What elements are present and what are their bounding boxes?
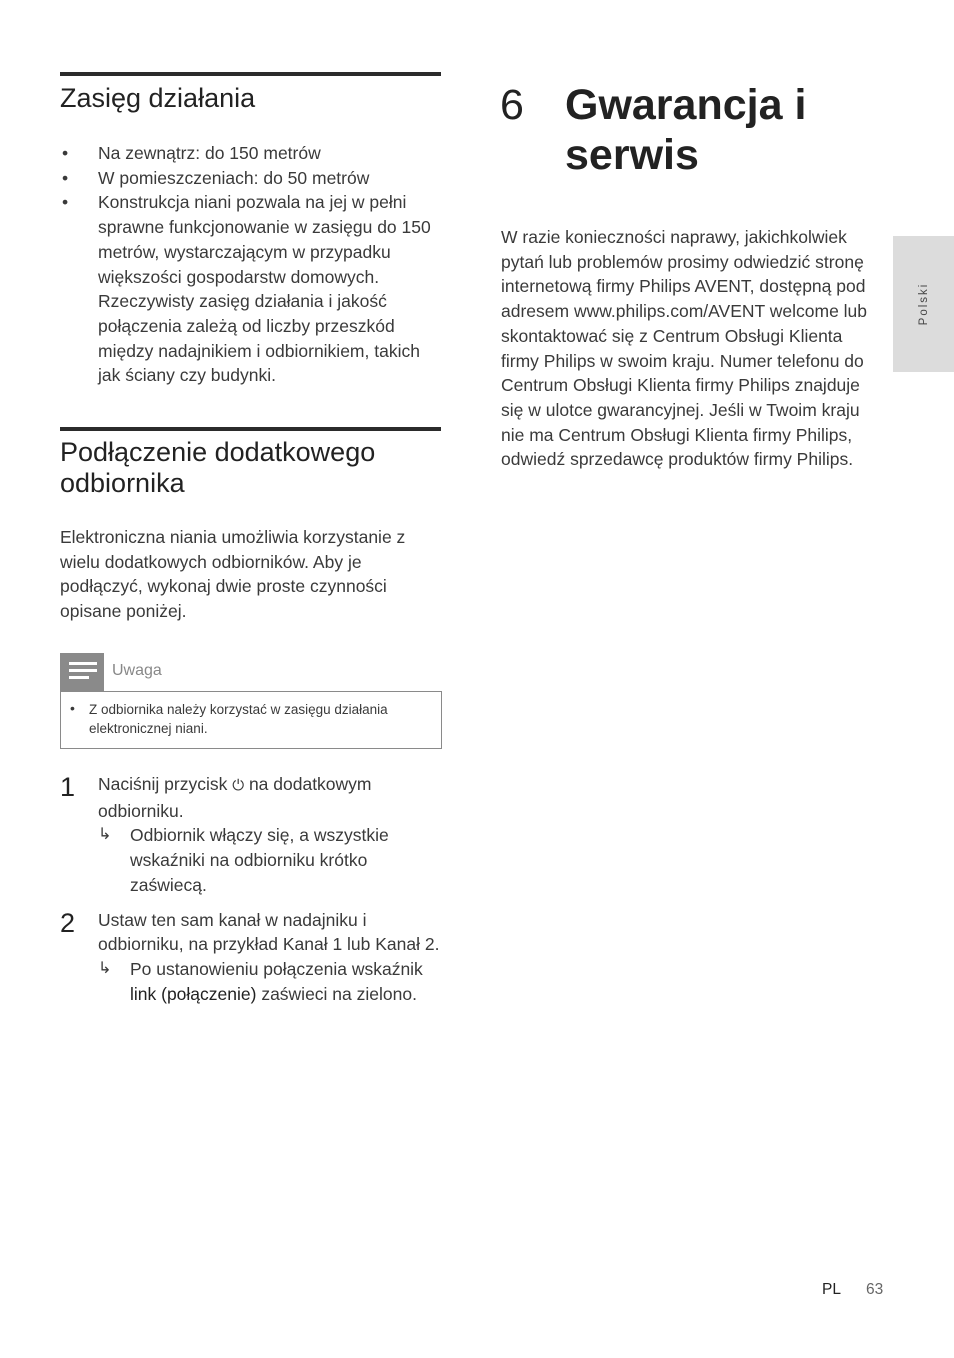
language-tab-label: Polski [917, 282, 930, 326]
chapter-title: Gwarancja i serwis [565, 81, 807, 179]
chapter-number: 6 [500, 81, 524, 129]
bullet-icon: • [62, 143, 69, 163]
section-title-receiver: Podłączenie dodatkowego odbiornika [60, 437, 376, 498]
step-number: 2 [60, 907, 76, 938]
power-icon: ⏻ [232, 777, 245, 794]
range-bullet-list [60, 141, 440, 388]
step-result: ↳ Po ustanowieniu połączenia wskaźnik link (połączenie) zaświeci na zielono. [98, 958, 423, 1004]
step-2 [60, 908, 442, 1007]
note-body [60, 691, 442, 749]
page-number: 63 [866, 1281, 884, 1298]
step-text: Naciśnij przycisk ⏻ na dodatkowym odbiorniku. [98, 774, 372, 821]
list-item [60, 190, 440, 388]
list-item [60, 166, 440, 191]
note-label: Uwaga [112, 662, 162, 679]
note-lines-icon [60, 653, 104, 691]
step-number: 1 [60, 772, 76, 802]
receiver-intro-text: Elektroniczna niania umożliwia korzystanie z wielu dodatkowych odbiorników. Aby je podłączyć, wykonaj dwie proste czynności opisane poniżej. [60, 527, 406, 622]
note-box [60, 653, 442, 749]
note-header [60, 653, 442, 691]
language-side-tab [893, 236, 954, 372]
step-result: ↳ Odbiornik włączy się, a wszystkie wskaźniki na odbiorniku krótko zaświecą. [98, 825, 389, 895]
step-1 [60, 772, 442, 898]
bullet-icon: • [62, 192, 69, 213]
warranty-text: W razie konieczności naprawy, jakichkolwiek pytań lub problemów prosimy odwiedzić stronę internetową firmy Philips AVENT, dostępną pod adresem www.philips.com/AVENT welcome lub skontaktować się z Centrum Obsługi Klienta firmy Philips w swoim kraju. Numer telefonu do Centrum Obsługi Klienta firmy Philips znajduje się w ulotce gwarancyjnej. Jeśli w Twoim kraju nie ma Centrum Obsługi Klienta firmy Philips, odwiedź sprzedawcę produktów firmy Philips. [501, 227, 868, 470]
section-rule [60, 72, 441, 76]
result-arrow-icon: ↳ [98, 826, 112, 844]
steps-list [60, 772, 442, 1006]
list-item-text: W pomieszczeniach: do 50 metrów [98, 167, 370, 188]
result-arrow-icon: ↳ [98, 959, 112, 977]
note-text: Z odbiornika należy korzystać w zasięgu działania elektronicznej niani. [89, 702, 388, 736]
list-item [60, 141, 440, 166]
indicator-term: link (połączenie) [130, 983, 257, 1004]
bullet-icon: • [62, 167, 69, 188]
step-text: Ustaw ten sam kanał w nadajniku i odbiorniku, na przykład Kanał 1 lub Kanał 2. [98, 909, 440, 955]
bullet-icon: • [70, 700, 75, 716]
footer-language: PL [822, 1281, 841, 1298]
list-item-text: Na zewnątrz: do 150 metrów [98, 143, 321, 163]
list-item-text: Konstrukcja niani pozwala na jej w pełni sprawne funkcjonowanie w zasięgu do 150 metrów, wystarczającym w przypadku większości gospodarstw domowych. Rzeczywisty zasięg działania i jakość połączenia zależą od liczby przeszkód między nadajnikiem i odbiornikiem, takich jak ściany czy budynki. [98, 192, 431, 386]
section-title-range: Zasięg działania [60, 83, 256, 113]
section-rule [60, 427, 441, 431]
